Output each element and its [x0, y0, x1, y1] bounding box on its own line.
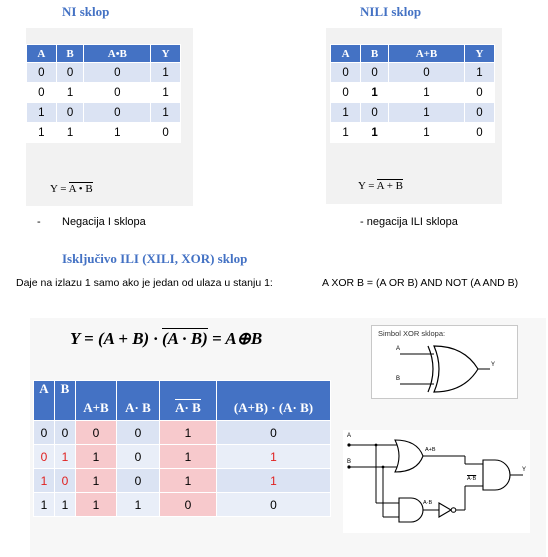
- table-row: [331, 63, 495, 83]
- table-cell: 1: [76, 493, 117, 517]
- table-cell: 1: [76, 445, 117, 469]
- table-cell: 1: [160, 445, 217, 469]
- table-cell: 1: [160, 469, 217, 493]
- table-cell: 1: [27, 103, 57, 123]
- table-cell: 1: [331, 103, 361, 123]
- xor-header-row: [34, 381, 331, 421]
- table-cell: 0: [361, 63, 389, 83]
- nili-truth-table: [330, 44, 495, 143]
- nili-title: NILI sklop: [360, 4, 422, 19]
- xor-circuit-diagram: [343, 430, 530, 533]
- nili-header-cell: Y: [464, 45, 494, 63]
- table-cell: 1: [76, 469, 117, 493]
- table-cell: 1: [389, 123, 465, 143]
- xor-big-formula: [70, 329, 262, 349]
- circuit-and-label: A·B: [423, 500, 433, 506]
- xor-operator: ⊕: [236, 329, 251, 348]
- table-row: [331, 123, 495, 143]
- table-cell: 1: [160, 421, 217, 445]
- formula-negated: (A · B): [161, 329, 208, 348]
- table-cell: 1: [84, 123, 151, 143]
- nili-note: - negacija ILI sklopa: [360, 216, 458, 228]
- circuit-output-y: Y: [522, 467, 527, 473]
- table-cell: 1: [151, 63, 181, 83]
- xor-symbol-box: [371, 325, 518, 399]
- table-cell: 1: [55, 493, 76, 517]
- formula-lhs: Y = (A + B) ·: [70, 329, 162, 348]
- table-cell: 1: [55, 445, 76, 469]
- ni-note: Negacija I sklopa: [62, 216, 146, 228]
- table-row: [27, 103, 181, 123]
- table-cell: 0: [361, 103, 389, 123]
- table-cell: 0: [117, 421, 160, 445]
- formula-negated: A + B: [376, 180, 404, 192]
- ni-header-cell: B: [56, 45, 84, 63]
- table-cell: 0: [464, 83, 494, 103]
- ni-header-row: [27, 45, 181, 63]
- table-cell: 0: [84, 103, 151, 123]
- xor-header-cell: [217, 381, 331, 421]
- table-cell: 0: [217, 493, 331, 517]
- table-cell: 0: [389, 63, 465, 83]
- table-cell: 1: [389, 103, 465, 123]
- circuit-input-a: A: [347, 433, 352, 439]
- ni-header-cell: A: [27, 45, 57, 63]
- table-row: [27, 83, 181, 103]
- table-row: [34, 421, 331, 445]
- table-cell: 1: [217, 445, 331, 469]
- table-cell: 0: [76, 421, 117, 445]
- xor-header-cell: A· B: [117, 381, 160, 421]
- symbol-input-b: B: [396, 376, 401, 382]
- table-cell: 0: [56, 63, 84, 83]
- xor-header-cell: [160, 381, 217, 421]
- table-row: [331, 83, 495, 103]
- xor-gate-symbol: [372, 326, 517, 398]
- table-cell: 0: [55, 469, 76, 493]
- table-cell: 1: [56, 83, 84, 103]
- table-cell: 1: [34, 469, 55, 493]
- table-cell: 0: [55, 421, 76, 445]
- formula-negated: A • B: [68, 183, 93, 195]
- table-row: [34, 445, 331, 469]
- formula-rhs: B: [250, 329, 263, 348]
- table-cell: 0: [34, 421, 55, 445]
- table-cell: 1: [464, 63, 494, 83]
- table-cell: 0: [27, 83, 57, 103]
- negated-header: A· B: [175, 400, 201, 415]
- nili-header-cell: A+B: [389, 45, 465, 63]
- table-cell: 1: [389, 83, 465, 103]
- xor-header-cell: A+B: [76, 381, 117, 421]
- xor-equation-text: A XOR B = (A OR B) AND NOT (A AND B): [322, 277, 519, 289]
- symbol-input-a: A: [396, 346, 401, 352]
- table-cell: 1: [361, 123, 389, 143]
- table-cell: 0: [84, 63, 151, 83]
- table-row: [27, 63, 181, 83]
- table-cell: 1: [151, 83, 181, 103]
- xor-header-cell: A: [34, 381, 55, 421]
- table-cell: 0: [464, 103, 494, 123]
- table-row: [27, 123, 181, 143]
- xor-circuit: [343, 430, 530, 533]
- nili-header-cell: B: [361, 45, 389, 63]
- table-cell: 0: [217, 421, 331, 445]
- table-cell: 1: [117, 493, 160, 517]
- table-cell: 0: [56, 103, 84, 123]
- formula-lhs: Y =: [50, 183, 69, 195]
- table-cell: 0: [160, 493, 217, 517]
- table-cell: 0: [464, 123, 494, 143]
- ni-header-cell: Y: [151, 45, 181, 63]
- table-cell: 1: [361, 83, 389, 103]
- xor-title: Isključivo ILI (XILI, XOR) sklop: [62, 251, 248, 266]
- formula-lhs: Y =: [358, 180, 377, 192]
- ni-truth-table: [26, 44, 181, 143]
- ni-title: NI sklop: [62, 4, 110, 19]
- table-cell: 0: [151, 123, 181, 143]
- table-cell: 0: [84, 83, 151, 103]
- xor-description: Daje na izlazu 1 samo ako je jedan od ulaza u stanju 1:: [16, 277, 273, 289]
- table-cell: 1: [151, 103, 181, 123]
- ni-header-cell: A•B: [84, 45, 151, 63]
- table-cell: 1: [217, 469, 331, 493]
- table-cell: 1: [27, 123, 57, 143]
- nili-formula: [358, 180, 403, 192]
- circuit-input-b: B: [347, 459, 352, 465]
- nili-header-row: [331, 45, 495, 63]
- table-cell: 1: [56, 123, 84, 143]
- nili-header-cell: A: [331, 45, 361, 63]
- table-cell: 0: [27, 63, 57, 83]
- table-row: [34, 469, 331, 493]
- table-cell: 0: [117, 445, 160, 469]
- circuit-nand-label: A·B: [467, 476, 477, 482]
- formula-eq: = A: [207, 329, 237, 348]
- table-cell: 0: [117, 469, 160, 493]
- table-cell: 0: [331, 63, 361, 83]
- table-cell: 1: [331, 123, 361, 143]
- table-row: [331, 103, 495, 123]
- table-cell: 0: [34, 445, 55, 469]
- table-cell: 1: [34, 493, 55, 517]
- circuit-or-label: A+B: [425, 447, 436, 453]
- negated-header: (A+B) · (A· B): [233, 400, 314, 415]
- table-row: [34, 493, 331, 517]
- table-cell: 0: [331, 83, 361, 103]
- xor-symbol-caption: Simbol XOR sklopa:: [378, 329, 446, 338]
- symbol-output-y: Y: [491, 362, 496, 368]
- xor-truth-table: [33, 380, 331, 517]
- ni-note-bullet: -: [37, 216, 41, 228]
- xor-header-cell: B: [55, 381, 76, 421]
- ni-formula: [50, 183, 93, 195]
